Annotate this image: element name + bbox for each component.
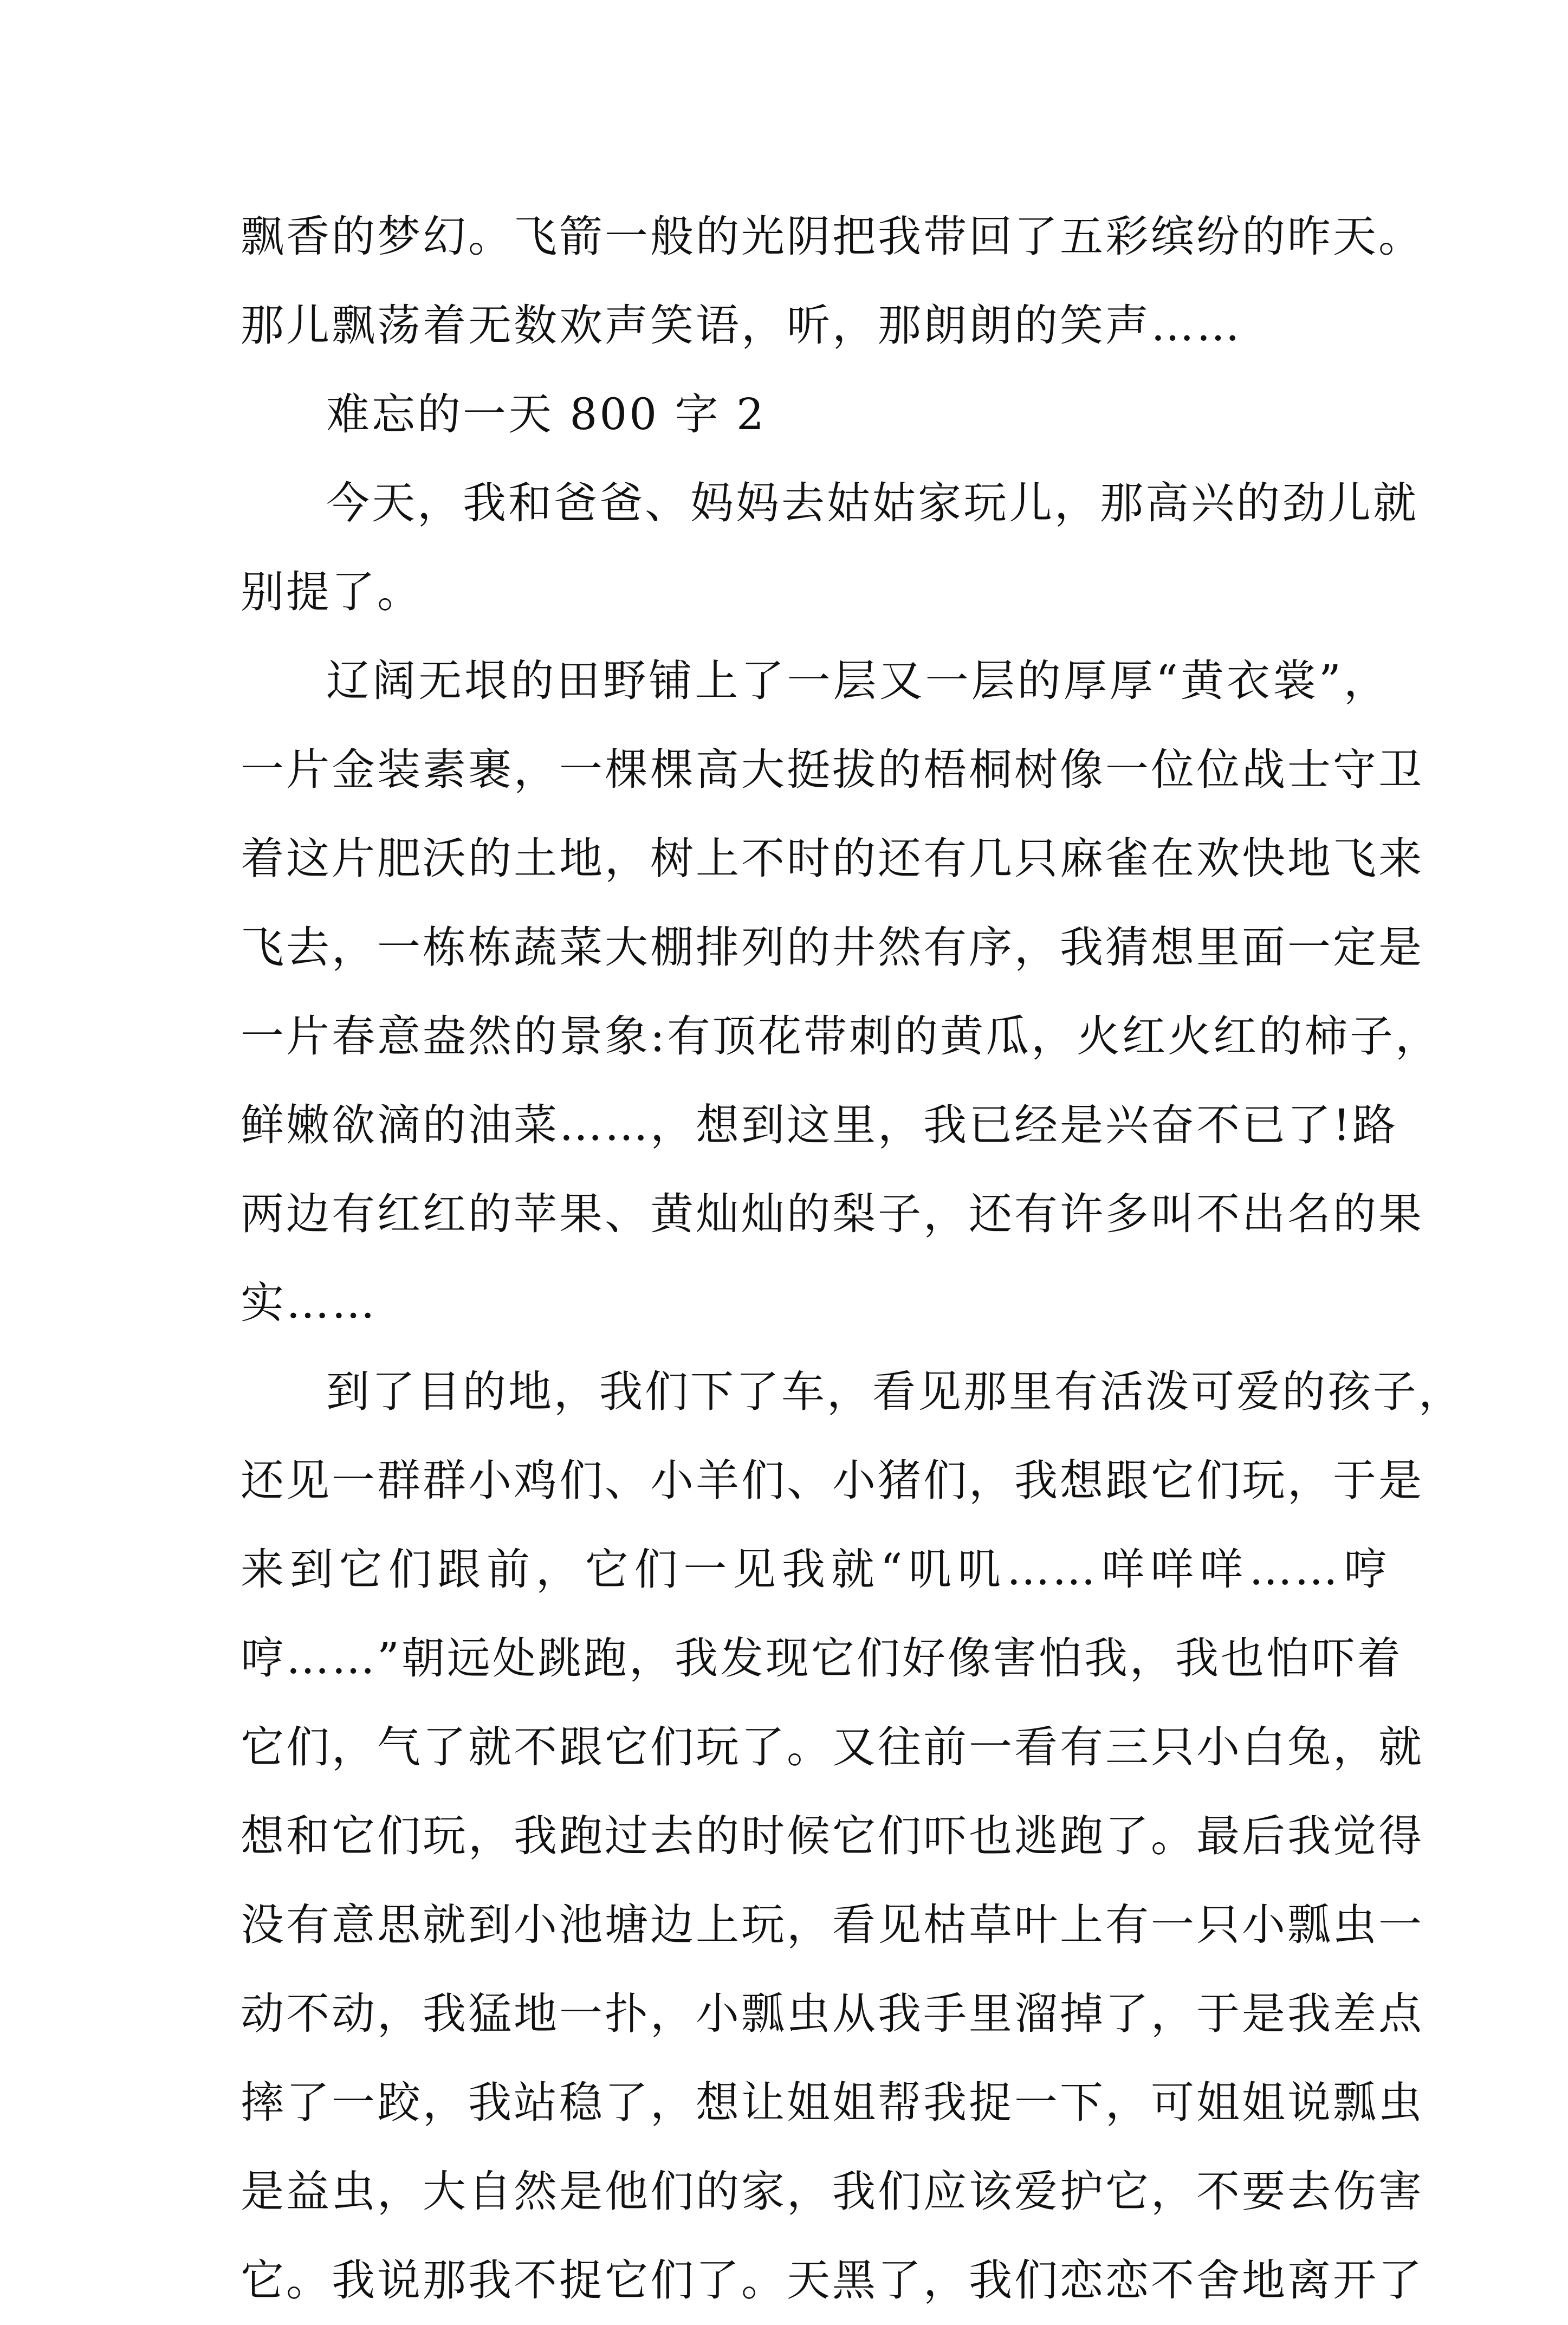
text-line: 到了目的地，我们下了车，看见那里有活泼可爱的孩子， [326,1366,1464,1417]
section-heading: 难忘的一天 800 字 2 [326,389,766,439]
text-line: 它们，气了就不跟它们玩了。又往前一看有三只小白兔，就 [241,1722,1424,1772]
text-line: 今天，我和爸爸、妈妈去姑姑家玩儿，那高兴的劲儿就 [326,478,1418,528]
text-line: 飘香的梦幻。飞箭一般的光阴把我带回了五彩缤纷的昨天。 [241,211,1424,262]
text-line: 那儿飘荡着无数欢声笑语，听，那朗朗的笑声…… [241,300,1242,351]
text-line: 鲜嫩欲滴的油菜……，想到这里，我已经是兴奋不已了!路 [241,1100,1398,1150]
text-line: 一片春意盎然的景象:有顶花带刺的黄瓜，火红火红的柿子， [241,1011,1441,1061]
essay-body [241,192,1464,2325]
text-line: 一片金装素裹，一棵棵高大挺拔的梧桐树像一位位战士守卫 [241,744,1424,795]
text-line: 摔了一跤，我站稳了，想让姐姐帮我捉一下，可姐姐说瓢虫 [241,2077,1424,2128]
text-line: 实…… [241,1278,377,1328]
text-line: 动不动，我猛地一扑，小瓢虫从我手里溜掉了，于是我差点 [241,1989,1424,2039]
text-line: 飞去，一栋栋蔬菜大棚排列的井然有序，我猜想里面一定是 [241,922,1424,973]
text-line: 两边有红红的苹果、黄灿灿的梨子，还有许多叫不出名的果 [241,1189,1424,1239]
text-line: 辽阔无垠的田野铺上了一层又一层的厚厚“黄衣裳”， [326,656,1389,706]
text-line: 着这片肥沃的土地，树上不时的还有几只麻雀在欢快地飞来 [241,833,1424,884]
text-line: 想和它们玩，我跑过去的时候它们吓也逃跑了。最后我觉得 [241,1811,1424,1861]
text-line: 哼……”朝远处跳跑，我发现它们好像害怕我，我也怕吓着 [241,1633,1403,1683]
text-line: 没有意思就到小池塘边上玩，看见枯草叶上有一只小瓢虫一 [241,1900,1424,1950]
text-line: 是益虫，大自然是他们的家，我们应该爱护它，不要去伤害 [241,2166,1424,2217]
text-line: 别提了。 [241,567,423,617]
text-line: 来到它们跟前，它们一见我就“叽叽……咩咩咩……哼 [241,1544,1389,1595]
text-line: 它。我说那我不捉它们了。天黑了，我们恋恋不舍地离开了 [241,2255,1424,2305]
text-line: 还见一群群小鸡们、小羊们、小猪们，我想跟它们玩，于是 [241,1455,1424,1506]
